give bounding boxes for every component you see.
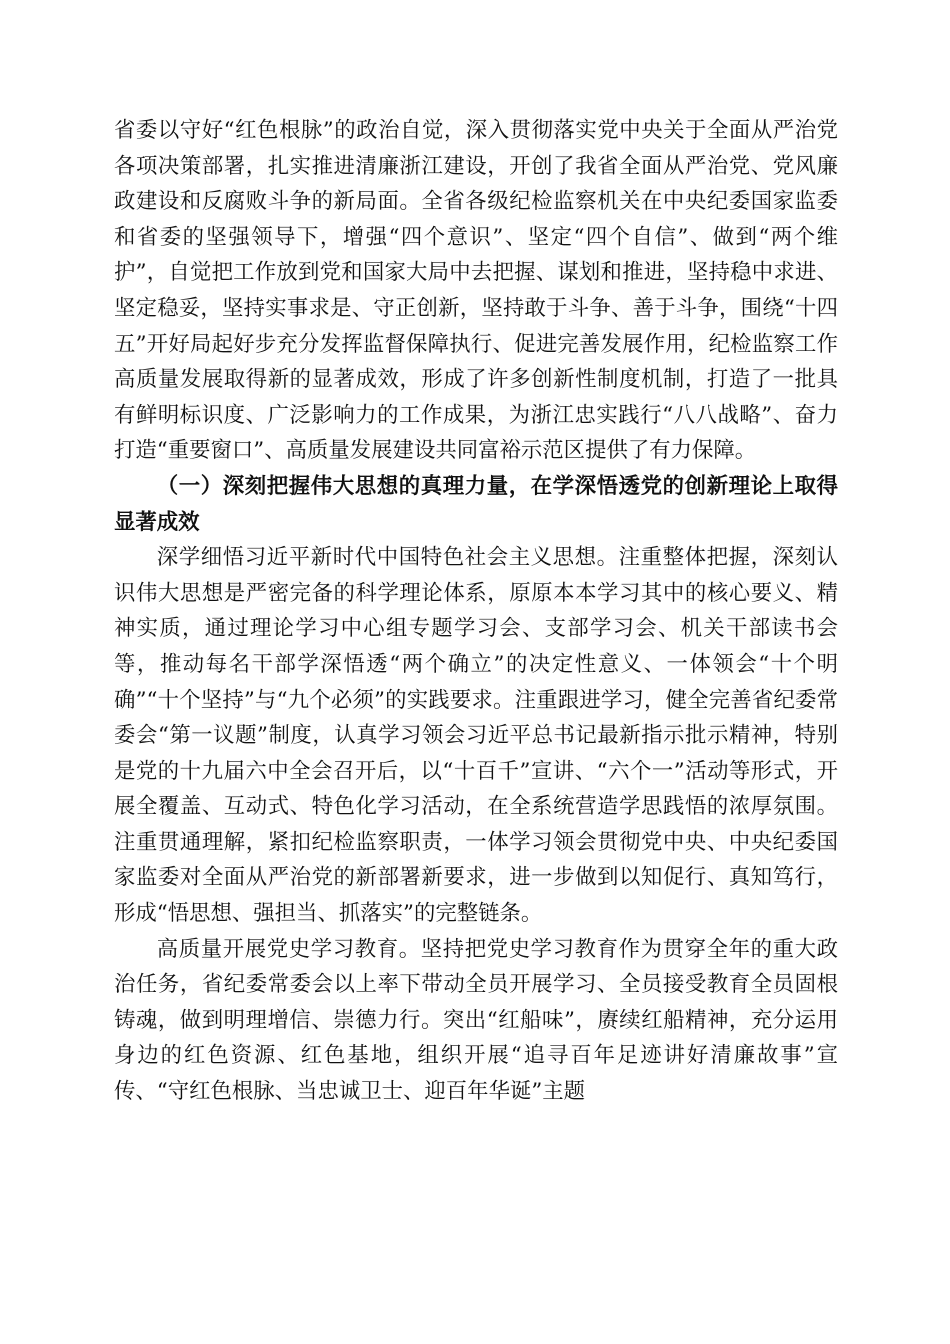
body-paragraph-3: 高质量开展党史学习教育。坚持把党史学习教育作为贯穿全年的重大政治任务，省纪委常委会以上率下带动全员开展学习、全员接受教育全员固根铸魂，做到明理增信、崇德力行。突出“红船味”，赓续红船精神，充分运用身边的红色资源、红色基地，组织开展“追寻百年足迹讲好清廉故事”宣传、“守红色根脉、当忠诚卫士、迎百年华诞”主题 [114, 936, 838, 1105]
body-paragraph-1: 省委以守好“红色根脉”的政治自觉，深入贯彻落实党中央关于全面从严治党各项决策部署，扎实推进清廉浙江建设，开创了我省全面从严治党、党风廉政建设和反腐败斗争的新局面。全省各级纪检监察机关在中央纪委国家监委和省委的坚强领导下，增强“四个意识”、坚定“四个自信”、做到“两个维护”，自觉把工作放到党和国家大局中去把握、谋划和推进，坚持稳中求进、坚定稳妥，坚持实事求是、守正创新，坚持敢于斗争、善于斗争，围绕“十四五”开好局起好步充分发挥监督保障执行、促进完善发展作用，纪检监察工作高质量发展取得新的显著成效，形成了许多创新性制度机制，打造了一批具有鲜明标识度、广泛影响力的工作成果，为浙江忠实践行“八八战略”、奋力打造“重要窗口”、高质量发展建设共同富裕示范区提供了有力保障。 [114, 118, 838, 464]
section-heading-1: （一）深刻把握伟大思想的真理力量，在学深悟透党的创新理论上取得显著成效 [114, 473, 838, 535]
body-paragraph-2: 深学细悟习近平新时代中国特色社会主义思想。注重整体把握，深刻认识伟大思想是严密完备的科学理论体系，原原本本学习其中的核心要义、精神实质，通过理论学习中心组专题学习会、支部学习会、机关干部读书会等，推动每名干部学深悟透“两个确立”的决定性意义、一体领会“十个明确”“十个坚持”与“九个必须”的实践要求。注重跟进学习，健全完善省纪委常委会“第一议题”制度，认真学习领会习近平总书记最新指示批示精神，特别是党的十九届六中全会召开后，以“十百千”宣讲、“六个一”活动等形式，开展全覆盖、互动式、特色化学习活动，在全系统营造学思践悟的浓厚氛围。注重贯通理解，紧扣纪检监察职责，一体学习领会贯彻党中央、中央纪委国家监委对全面从严治党的新部署新要求，进一步做到以知促行、真知笃行，形成“悟思想、强担当、抓落实”的完整链条。 [114, 545, 838, 927]
document-page [114, 113, 838, 1110]
